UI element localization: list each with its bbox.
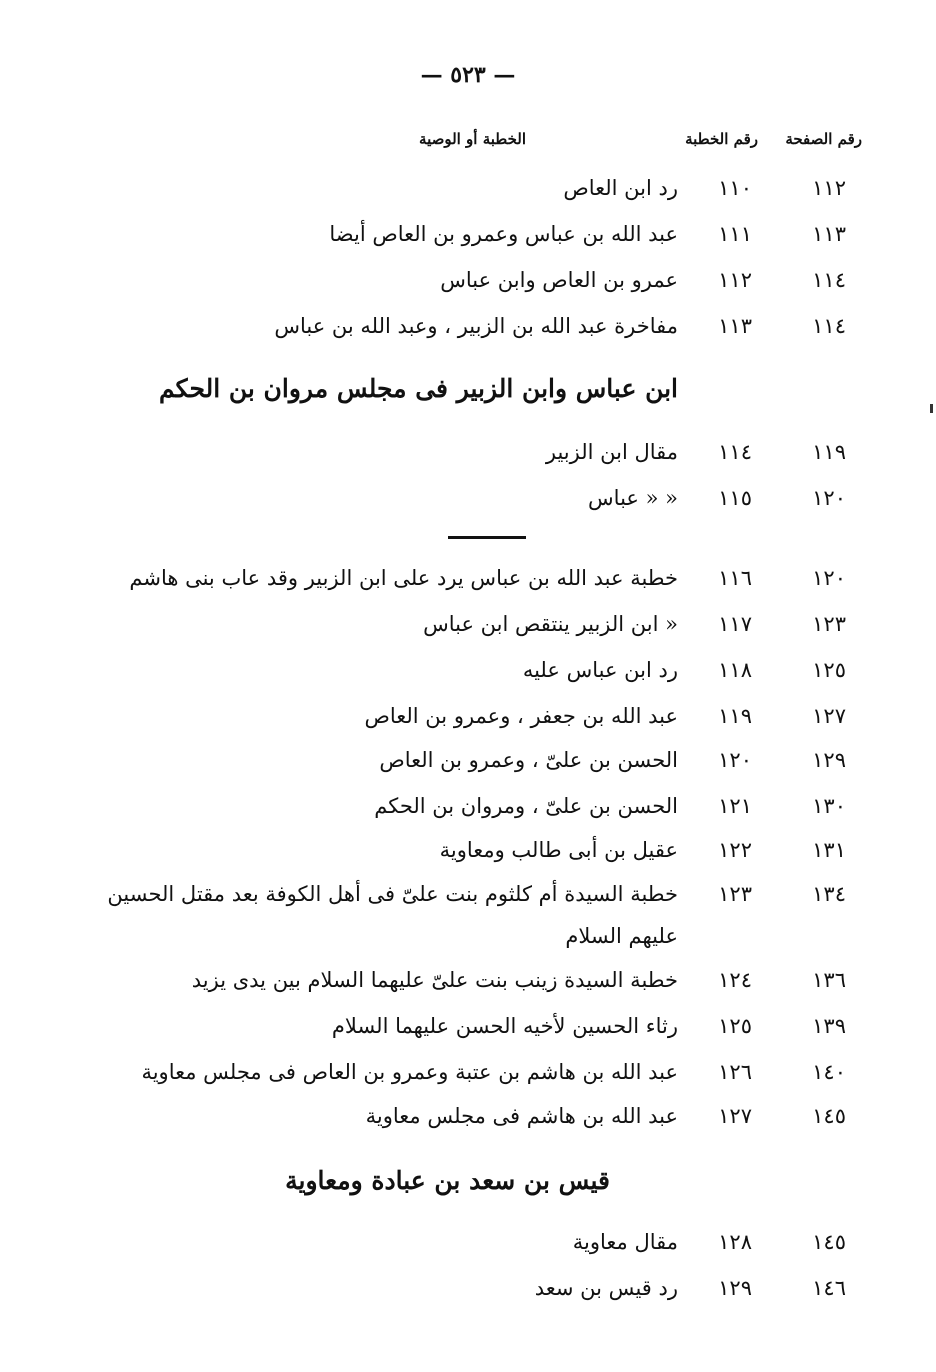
- entry-speech: ١١٩: [718, 704, 752, 728]
- section-heading-text: قيس بن سعد بن عبادة ومعاوية: [285, 1166, 610, 1195]
- entry-speech: ١٢٨: [718, 1230, 752, 1254]
- entry-page: ١١٩: [812, 440, 846, 464]
- entry-title: عقيل بن أبى طالب ومعاوية: [439, 838, 678, 862]
- entry-title: « « عباس: [588, 486, 678, 510]
- entry-page: ١٤٥: [812, 1104, 846, 1128]
- entry-title-continuation: عليهم السلام: [565, 924, 678, 948]
- entry-title: رد ابن عباس عليه: [522, 658, 678, 682]
- entry-page: ١٢٠: [812, 566, 846, 590]
- entry-speech: ١٢٧: [718, 1104, 752, 1128]
- entry-page: ١١٤: [812, 314, 846, 338]
- entry-page: ١٢٥: [812, 658, 846, 682]
- entry-page: ١٢٩: [812, 748, 846, 772]
- entry-speech: ١١٧: [718, 612, 752, 636]
- entry-page: ١١٢: [812, 176, 846, 200]
- entry-speech: ١٢٠: [718, 748, 752, 772]
- entry-title: عبد الله بن جعفر ، وعمرو بن العاص: [364, 704, 678, 728]
- entry-speech: ١١٥: [718, 486, 752, 510]
- entry-speech: ١٢١: [718, 794, 752, 818]
- entry-title: الحسن بن علىّ ، ومروان بن الحكم: [374, 794, 678, 818]
- entry-page: ١٣١: [812, 838, 846, 862]
- entry-title: رد قيس بن سعد: [534, 1276, 678, 1300]
- entry-title: رد ابن العاص: [563, 176, 678, 200]
- entry-page: ١٣٠: [812, 794, 846, 818]
- entry-speech: ١٢٩: [718, 1276, 752, 1300]
- entry-title: مقال ابن الزبير: [545, 440, 678, 464]
- entry-speech: ١١٢: [718, 268, 752, 292]
- entry-speech: ١١٤: [718, 440, 752, 464]
- section-divider: [448, 536, 526, 539]
- entry-speech: ١١٠: [718, 176, 752, 200]
- entry-title: عبد الله بن عباس وعمرو بن العاص أيضا: [329, 222, 678, 246]
- entry-speech: ١١٣: [718, 314, 752, 338]
- scan-mark: [930, 404, 933, 413]
- entry-speech: ١١١: [718, 222, 752, 246]
- entry-speech: ١١٨: [718, 658, 752, 682]
- column-headers: [0, 130, 936, 160]
- entry-page: ١٢٠: [812, 486, 846, 510]
- entry-title: رثاء الحسين لأخيه الحسن عليهما السلام: [331, 1014, 678, 1038]
- entry-page: ١٤٥: [812, 1230, 846, 1254]
- entry-speech: ١٢٥: [718, 1014, 752, 1038]
- entry-speech: ١٢٣: [718, 882, 752, 906]
- entry-page: ١٣٤: [812, 882, 846, 906]
- entry-title: عمرو بن العاص وابن عباس: [440, 268, 678, 292]
- entry-speech: ١١٦: [718, 566, 752, 590]
- header-title: الخطبة أو الوصية: [419, 130, 526, 148]
- entry-title: مقال معاوية: [572, 1230, 678, 1254]
- entry-title: خطبة عبد الله بن عباس يرد على ابن الزبير وقد عاب بنى هاشم: [129, 566, 678, 590]
- entry-page: ١٤٦: [812, 1276, 846, 1300]
- page-number: — ٥٢٣ —: [420, 62, 516, 88]
- entry-page: ١٣٩: [812, 1014, 846, 1038]
- section-heading-text: ابن عباس وابن الزبير فى مجلس مروان بن الحكم: [159, 374, 678, 403]
- entry-title: الحسن بن علىّ ، وعمرو بن العاص: [379, 748, 678, 772]
- entry-page: ١٢٣: [812, 612, 846, 636]
- entry-page: ١١٤: [812, 268, 846, 292]
- entry-page: ١٢٧: [812, 704, 846, 728]
- entry-title: « ابن الزبير ينتقص ابن عباس: [423, 612, 678, 636]
- entry-page: ١٣٦: [812, 968, 846, 992]
- entry-title: مفاخرة عبد الله بن الزبير ، وعبد الله بن عباس: [274, 314, 678, 338]
- entry-page: ١١٣: [812, 222, 846, 246]
- header-speech-number: رقم الخطبة: [685, 130, 758, 148]
- entry-title: خطبة السيدة أم كلثوم بنت علىّ فى أهل الكوفة بعد مقتل الحسين: [107, 882, 678, 906]
- entry-page: ١٤٠: [812, 1060, 846, 1084]
- entry-title: عبد الله بن هاشم فى مجلس معاوية: [365, 1104, 678, 1128]
- header-page-number: رقم الصفحة: [785, 130, 862, 148]
- entry-title: عبد الله بن هاشم بن عتبة وعمرو بن العاص فى مجلس معاوية: [141, 1060, 678, 1084]
- entry-speech: ١٢٤: [718, 968, 752, 992]
- entry-speech: ١٢٦: [718, 1060, 752, 1084]
- entry-title: خطبة السيدة زينب بنت علىّ عليهما السلام بين يدى يزيد: [191, 968, 678, 992]
- entry-speech: ١٢٢: [718, 838, 752, 862]
